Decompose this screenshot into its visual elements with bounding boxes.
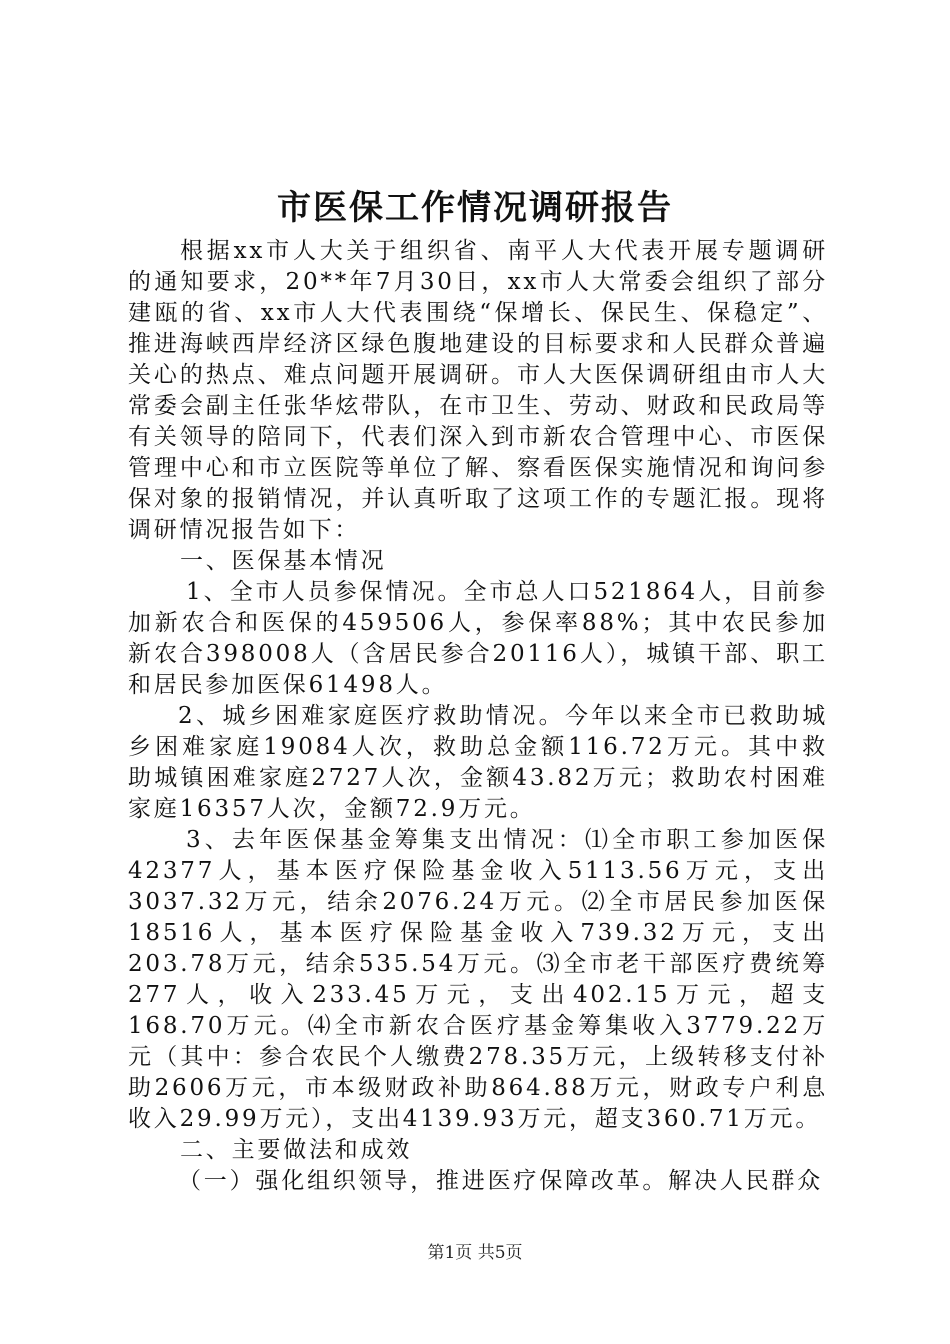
- paragraph-fund-income-expense: 3、去年医保基金筹集支出情况：⑴全市职工参加医保42377人，基本医疗保险基金收入5113.56万元，支出3037.32万元，结余2076.24万元。⑵全市居民参加医保18516人，基本医疗保险基金收入739.32万元，支出203.78万元，结余535.54万元。⑶全市老干部医疗费统筹277人，收入233.45万元，支出402.15万元，超支168.70万元。⑷全市新农合医疗基金筹集收入3779.22万元（其中：参合农民个人缴费278.35万元，上级转移支付补助2606万元，市本级财政补助864.88万元，财政专户利息收入29.99万元），支出4139.93万元，超支360.71万元。: [128, 827, 828, 1132]
- section-heading-main-practices: 二、主要做法和成效: [180, 1137, 413, 1163]
- document-body: [128, 236, 828, 1197]
- paragraph-medical-assistance: 2、城乡困难家庭医疗救助情况。今年以来全市已救助城乡困难家庭19084人次，救助总金额116.72万元。其中救助城镇困难家庭2727人次，金额43.82万元；救助农村困难家庭16357人次，金额72.9万元。: [128, 703, 828, 822]
- page-number-footer: 第1页 共5页: [427, 1243, 523, 1263]
- intro-paragraph: 根据xx市人大关于组织省、南平人大代表开展专题调研的通知要求，20**年7月30日，xx市人大常委会组织了部分建瓯的省、xx市人大代表围绕“保增长、保民生、保稳定”、推进海峡西岸经济区绿色腹地建设的目标要求和人民群众普遍关心的热点、难点问题开展调研。市人大医保调研组由市人大常委会副主任张华炫带队，在市卫生、劳动、财政和民政局等有关领导的陪同下，代表们深入到市新农合管理中心、市医保管理中心和市立医院等单位了解、察看医保实施情况和询问参保对象的报销情况，并认真听取了这项工作的专题汇报。现将调研情况报告如下：: [128, 238, 828, 543]
- document-title: 市医保工作情况调研报告: [277, 188, 673, 228]
- subsection-paragraph-organization: （一）强化组织领导，推进医疗保障改革。解决人民群众: [178, 1168, 823, 1194]
- paragraph-insurance-enrollment: 1、全市人员参保情况。全市总人口521864人，目前参加新农合和医保的459506人，参保率88%；其中农民参加新农合398008人（含居民参合20116人），城镇干部、职工和居民参加医保61498人。: [128, 579, 828, 698]
- section-heading-basic-situation: 一、医保基本情况: [180, 548, 387, 574]
